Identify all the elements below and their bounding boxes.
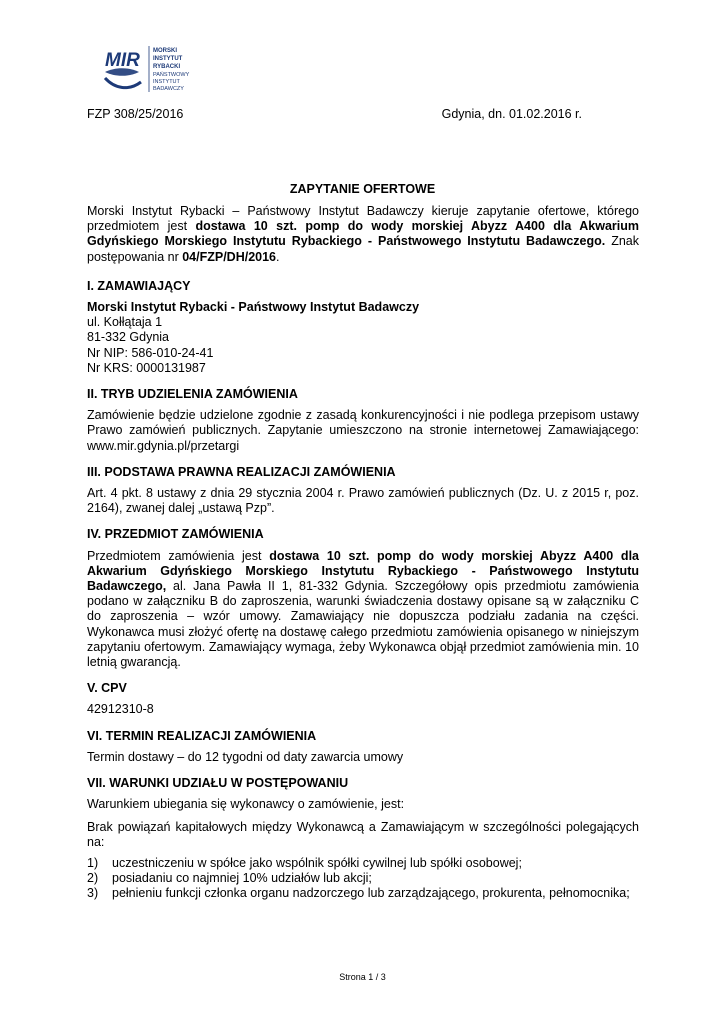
document-title: ZAPYTANIE OFERTOWE <box>289 182 436 196</box>
legal-basis-text: Art. 4 pkt. 8 ustawy z dnia 29 stycznia 2004 r. Prawo zamówień publicznych (Dz. U. z 2015 r, poz. 2164), zwanej dalej „ustawą Pzp”. <box>87 486 639 516</box>
document-body <box>87 204 639 902</box>
deadline-text: Termin dostawy – do 12 tygodni od daty zawarcia umowy <box>87 749 404 764</box>
svg-text:RYBACKI: RYBACKI <box>153 64 181 70</box>
section-heading-conditions: VII. WARUNKI UDZIAŁU W POSTĘPOWANIU <box>87 776 349 791</box>
conditions-text-2: Brak powiązań kapitałowych między Wykonawcą a Zamawiającym w szczególności polegających na: <box>87 819 639 849</box>
reference-number: FZP 308/25/2016 <box>87 107 184 121</box>
svg-text:INSTYTUT: INSTYTUT <box>153 79 180 85</box>
ordering-party-nip: Nr NIP: 586-010-24-41 <box>87 345 214 360</box>
section-heading-ordering-party: I. ZAMAWIAJĄCY <box>87 278 191 293</box>
section-heading-cpv: V. CPV <box>87 681 127 696</box>
procedure-text: Zamówienie będzie udzielone zgodnie z zasadą konkurencyjności i nie podlega przepisom ustawy Prawo zamówień publicznych. Zapytanie umieszczono na stronie internetowej Zamawiającego: www.mir.gdynia.pl/przetargi <box>87 408 639 453</box>
institute-logo <box>103 44 213 94</box>
ordering-party-krs: Nr KRS: 0000131987 <box>87 360 206 375</box>
ordering-party-city: 81-332 Gdynia <box>87 330 170 345</box>
ordering-party-name: Morski Instytut Rybacki - Państwowy Instytut Badawczy <box>87 300 420 315</box>
page-number: Strona 1 / 3 <box>339 972 386 982</box>
svg-text:INSTYTUT: INSTYTUT <box>153 56 183 62</box>
svg-text:PAŃSTWOWY: PAŃSTWOWY <box>153 72 190 78</box>
conditions-list <box>87 856 639 902</box>
intro-paragraph: Morski Instytut Rybacki – Państwowy Instytut Badawczy kieruje zapytanie ofertowe, którego przedmiotem jest dostawa 10 szt. pomp do wody morskiej Abyzz A400 dla Akwarium Gdyńskiego Morskiego Instytutu Rybackiego - Państwowego Instytutu Badawczego. Znak postępowania nr 04/FZP/DH/2016. <box>87 204 639 264</box>
place-and-date: Gdynia, dn. 01.02.2016 r. <box>441 107 582 121</box>
list-item: 2) posiadaniu co najmniej 10% udziałów lub akcji; <box>87 871 372 886</box>
section-heading-procedure: II. TRYB UDZIELENIA ZAMÓWIENIA <box>87 387 298 402</box>
svg-text:MORSKI: MORSKI <box>153 48 177 54</box>
section-heading-deadline: VI. TERMIN REALIZACJI ZAMÓWIENIA <box>87 728 317 743</box>
cpv-code: 42912310-8 <box>87 702 154 717</box>
svg-text:BADAWCZY: BADAWCZY <box>153 86 184 92</box>
section-heading-subject: IV. PRZEDMIOT ZAMÓWIENIA <box>87 527 264 542</box>
list-item: 3) pełnieniu funkcji członka organu nadzorczego lub zarządzającego, prokurenta, pełnomocnika; <box>87 886 630 901</box>
logo-mark: MIR <box>105 50 140 71</box>
list-item: 1) uczestniczeniu w spółce jako wspólnik spółki cywilnej lub spółki osobowej; <box>87 855 522 870</box>
ordering-party-street: ul. Kołłątaja 1 <box>87 315 163 330</box>
conditions-text: Warunkiem ubiegania się wykonawcy o zamówienie, jest: <box>87 797 405 812</box>
subject-text: Przedmiotem zamówienia jest dostawa 10 szt. pomp do wody morskiej Abyzz A400 dla Akwarium Gdyńskiego Morskiego Instytutu Rybackiego - Państwowego Instytutu Badawczego, al. Jana Pawła II 1, 81-332 Gdynia. Szczegółowy opis przedmiotu zamówienia podano w załączniku B do zaproszenia, warunki świadczenia dostawy opisane są w załączniku C do zaproszenia – wzór umowy. Zamawiający nie dopuszcza podziału zadania na części. Wykonawca musi złożyć ofertę na dostawę całego przedmiotu zamówienia opisanego w niniejszym zapytaniu ofertowym. Zamawiający wymaga, żeby Wykonawca objął przedmiot zamówienia min. 10 letnią gwarancją. <box>87 548 639 670</box>
section-heading-legal-basis: III. PODSTAWA PRAWNA REALIZACJI ZAMÓWIENIA <box>87 464 396 479</box>
